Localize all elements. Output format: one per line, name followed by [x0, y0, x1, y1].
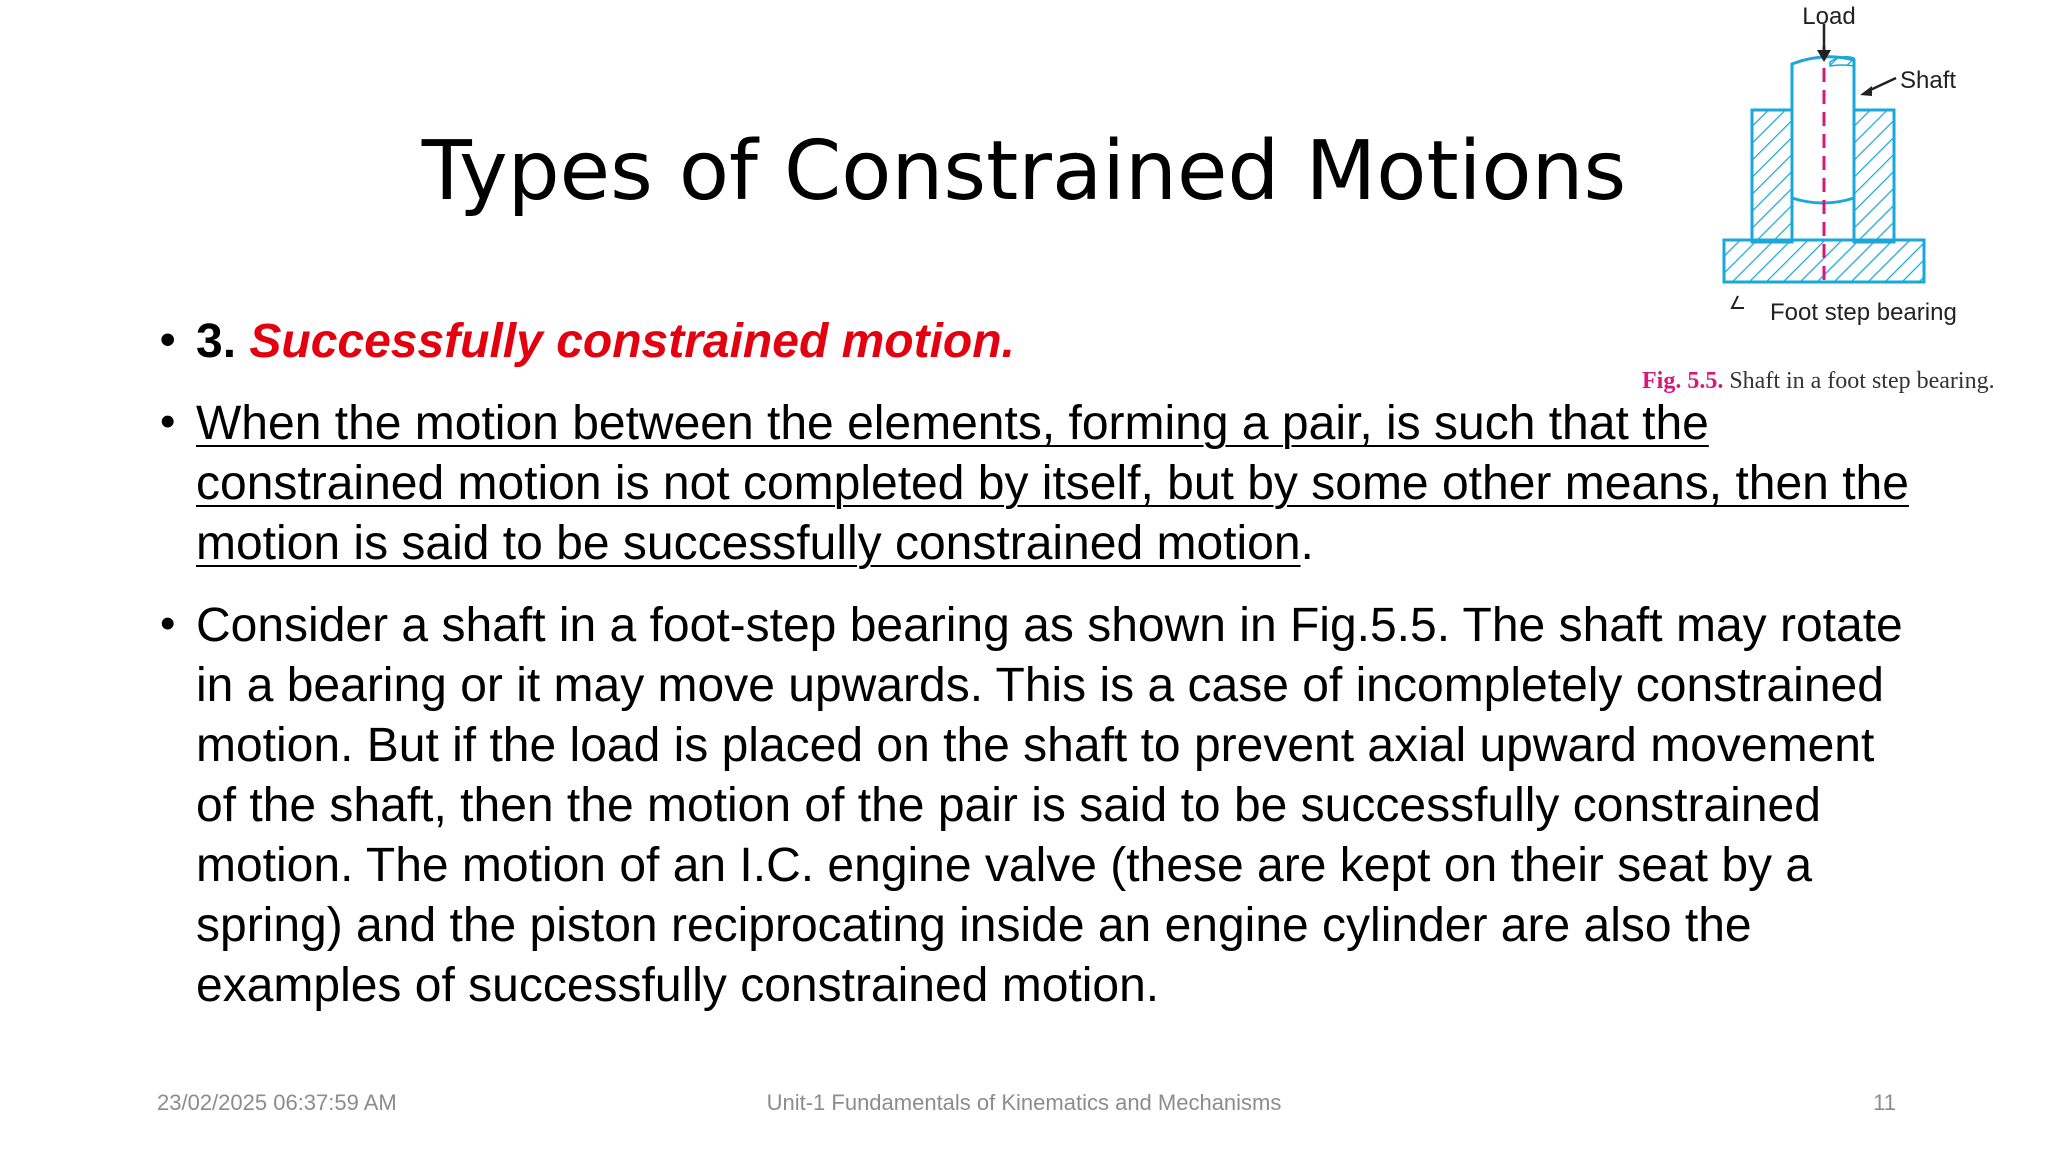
bullet-dot: • — [160, 599, 176, 648]
bearing-right-wall — [1854, 110, 1894, 242]
definition-period: . — [1300, 517, 1314, 570]
bearing-leader-line — [1732, 296, 1744, 308]
example-text: Consider a shaft in a foot-step bearing as shown in Fig.5.5. The shaft may rotate in a bearing or it may move upwards. This is a case of incompletely constrained motion. But if the load is placed on the shaft to prevent axial upward movement of the shaft, then the motion of the pair is said to be successfully constrained motion. The motion of an I.C. engine valve (these are kept on their seat by a spring) and the piston reciprocating inside an engine cylinder are also the examples of successfully constrained motion. — [196, 599, 1903, 1012]
bearing-left-wall — [1752, 110, 1792, 242]
foot-step-bearing-figure — [1640, 0, 2048, 400]
label-foot-step-bearing: Foot step bearing — [1770, 299, 1957, 326]
bullet-list — [150, 312, 1910, 1016]
bullet-heading-text: Successfully constrained motion. — [249, 315, 1015, 368]
footer-date: 23/02/2025 06:37:59 AM — [157, 1090, 397, 1115]
figure-caption-text: Shaft in a foot step bearing. — [1723, 368, 1995, 394]
label-shaft: Shaft — [1900, 67, 1957, 94]
slide-title: Types of Constrained Motions — [421, 124, 1627, 219]
bullet-item-definition — [150, 394, 1910, 574]
label-load: Load — [1802, 3, 1856, 30]
figure-caption — [1642, 368, 1995, 395]
bullet-dot: • — [160, 397, 176, 446]
footer-title: Unit-1 Fundamentals of Kinematics and Mechanisms — [766, 1090, 1282, 1115]
footer-page-number: 11 — [1873, 1090, 1896, 1115]
bullet-item-example — [150, 596, 1910, 1016]
bullet-number: 3. — [196, 315, 250, 368]
bullet-dot: • — [160, 315, 176, 364]
shaft-arrowhead-icon — [1860, 86, 1872, 96]
figure-caption-label: Fig. 5.5. — [1642, 368, 1724, 394]
definition-text: When the motion between the elements, forming a pair, is such that the constrained motion is not completed by itself, but by some other means, then the motion is said to be successfully constrained motion — [196, 397, 1909, 570]
foot-step-bearing-diagram — [1640, 0, 2048, 370]
